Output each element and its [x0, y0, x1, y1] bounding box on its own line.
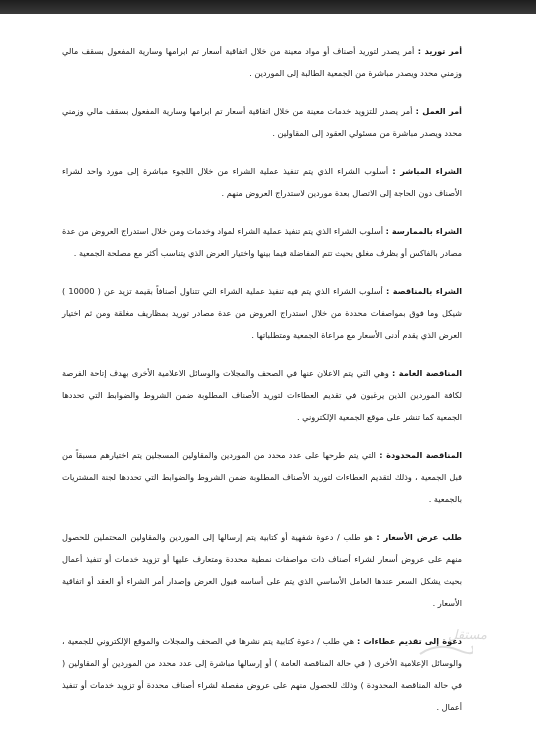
watermark-logo: مستقل [448, 628, 487, 643]
definition-entry [62, 444, 462, 510]
definition-entry [62, 362, 462, 428]
definition-term: الشراء المباشر : [392, 166, 462, 176]
definition-text: أمر يصدر للتزويد خدمات معينة من خلال اتفاقية أسعار تم ابرامها وسارية المفعول بسقف مالي وزمني محدد ويصدر مباشرة من مسئولي العقود إلى المقاولين . [62, 106, 462, 138]
definition-entry [62, 100, 462, 144]
definition-text: هي طلب / دعوة كتابية يتم نشرها في الصحف والمجلات والموقع الإلكتروني للجمعية ، والوسائل الإعلامية الأخرى ( في حالة المناقصة العامة ) أو إرسالها مباشرة إلى عدد محدد من الموردين أو المقاولين ( في حالة المناقصة المحدودة ) وذلك للحصول منهم على عروض مفصلة لشراء أصناف محددة أو تزويد خدمات أو تنفيذ أعمال . [62, 636, 462, 712]
definition-text: أسلوب الشراء الذي يتم تنفيذ عملية الشراء من خلال اللجوء مباشرة إلى مورد واحد لشراء الأصناف دون الحاجة إلى الاتصال بعدة موردين لاستدراج العروض منهم . [62, 166, 462, 198]
definition-entry [62, 220, 462, 264]
definition-term: أمر العمل : [415, 106, 462, 116]
definition-text: أمر يصدر لتوريد أصناف أو مواد معينة من خلال اتفاقية أسعار تم ابرامها وسارية المفعول بسقف مالي وزمني محدد ويصدر مباشرة من الجمعية الطالبة إلى الموردين . [62, 46, 462, 78]
definition-text: التي يتم طرحها على عدد محدد من الموردين والمقاولين المسجلين يتم اختيارهم مسبقاً من قبل الجمعية ، وذلك لتقديم العطاءات لتوريد الأصناف المطلوبة ضمن الشروط والضوابط التي تحددها لجنة المشتريات بالجمعية . [62, 450, 462, 504]
definition-term: الشراء بالممارسة : [385, 226, 463, 236]
definition-term: المناقصة المحدودة : [379, 450, 462, 460]
definition-text: أسلوب الشراء الذي يتم فيه تنفيذ عملية الشراء التي تتناول أصنافاً بقيمة تزيد عن ( 10000 ) شيكل وما فوق بمواصفات محددة من خلال استدراج العروض من عدة مصادر توريد بمظاريف مغلقة ومن ثم اختيار العرض الذي يقدم أدنى الأسعار مع مراعاة الجمعية ومتطلباتها . [62, 286, 462, 340]
watermark-swoosh-icon [418, 640, 473, 658]
definition-term: أمر توريد : [417, 46, 462, 56]
definition-entry [62, 40, 462, 84]
definition-entry [62, 630, 462, 718]
window-top-bar [0, 0, 536, 14]
definition-text: أسلوب الشراء الذي يتم تنفيذ عملية الشراء لمواد وخدمات ومن خلال استدراج العروض من عدة مصادر بالفاكس أو بظرف مغلق بحيث تتم المفاضلة فيما بينها واختيار العرض الذي يتناسب أكثر مع مصلحة الجمعية . [62, 226, 462, 258]
definition-text: وهي التي يتم الاعلان عنها في الصحف والمجلات والوسائل الاعلامية الأخرى بهدف إتاحة الفرصة لكافة الموردين الذين يرغبون في تقديم العطاءات لتوريد الأصناف المطلوبة ضمن الشروط والضوابط التي تحددها الجمعية كما تنشر على موقع الجمعية الإلكتروني . [62, 368, 462, 422]
definition-term: طلب عرض الأسعار : [376, 532, 462, 542]
definition-entry [62, 526, 462, 614]
definition-term: دعوة إلى تقديم عطاءات : [356, 636, 463, 646]
definition-term: الشراء بالمناقصة : [386, 286, 463, 296]
document-body [62, 40, 462, 734]
definition-entry [62, 280, 462, 346]
definition-text: هو طلب / دعوة شفهية أو كتابية يتم إرسالها إلى الموردين والمقاولين المحتملين للحصول منهم على عروض أسعار لشراء أصناف ذات مواصفات نمطية محددة ومتعارف عليها أو تزويد خدمات أو تنفيذ أعمال بحيث يشكل السعر عندها العامل الأساسي الذي يتم على أساسه قبول العرض وإصدار أمر الشراء أو العقد أو اتفاقية الأسعار . [62, 532, 462, 608]
definition-entry [62, 160, 462, 204]
definition-term: المناقصة العامة : [392, 368, 462, 378]
